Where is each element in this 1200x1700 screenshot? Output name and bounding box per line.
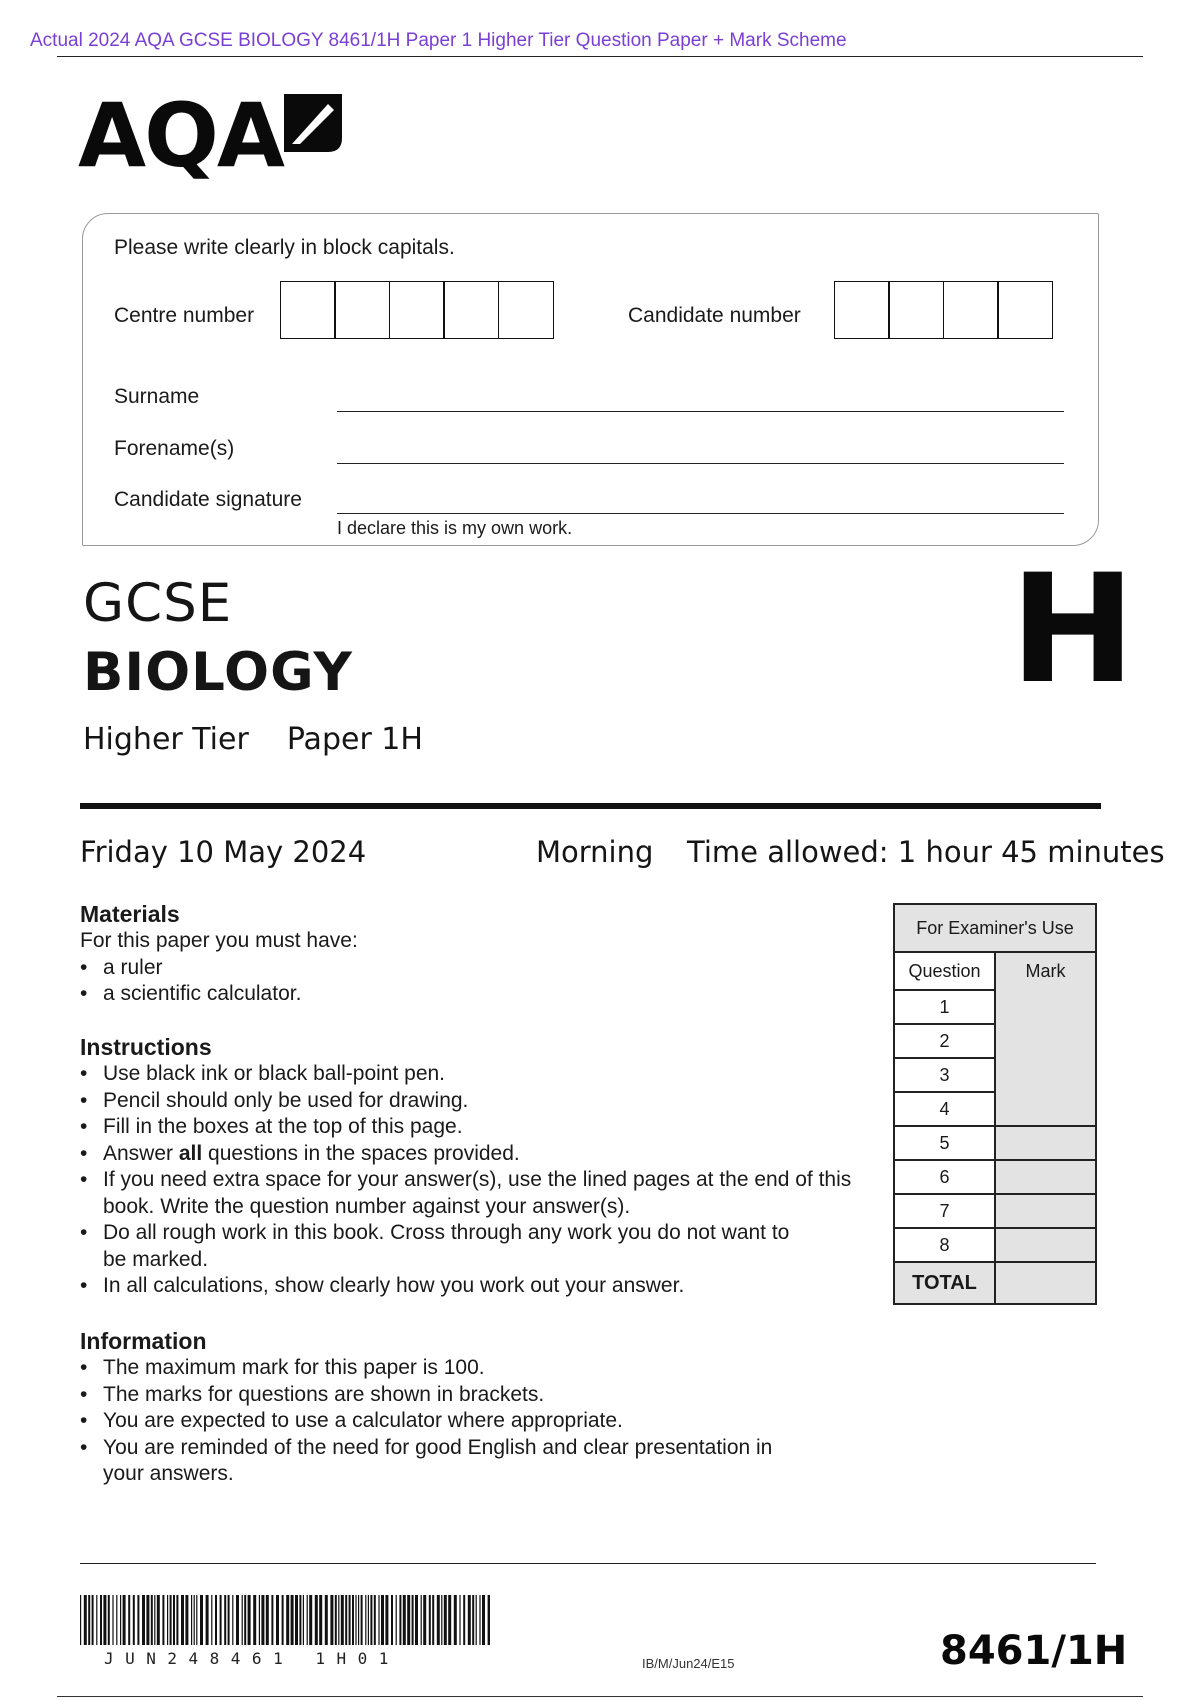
barcode-bar [412, 1595, 414, 1645]
barcode-bar [151, 1595, 153, 1645]
document-reference: IB/M/Jun24/E15 [642, 1656, 735, 1671]
question-number: 6 [894, 1160, 995, 1194]
information-heading: Information [80, 1328, 207, 1354]
subject-title [83, 570, 353, 708]
centre-digit-box[interactable] [498, 281, 554, 339]
candidate-digit-box[interactable] [834, 281, 890, 339]
materials-heading: Materials [80, 901, 180, 927]
barcode-bar [96, 1595, 97, 1645]
centre-digit-box[interactable] [389, 281, 445, 339]
barcode-text: JUN248461 1H01 [104, 1649, 400, 1668]
barcode-bar [244, 1595, 246, 1645]
barcode-bar [137, 1595, 139, 1645]
barcode-bar [391, 1595, 393, 1645]
barcode-bar [299, 1595, 301, 1645]
barcode-bar [253, 1595, 256, 1645]
barcode-bar [472, 1595, 474, 1645]
exam-date: Friday 10 May 2024 [80, 835, 367, 869]
subject-name: BIOLOGY [83, 641, 353, 703]
barcode-bar [100, 1595, 102, 1645]
barcode-bar [468, 1595, 471, 1645]
time-allowed: Time allowed: 1 hour 45 minutes [687, 835, 1165, 869]
list-item: • The marks for questions are shown in brackets. [80, 1382, 800, 1409]
barcode-bar [488, 1595, 490, 1645]
barcode-bar [437, 1595, 440, 1645]
barcode-bar [432, 1595, 434, 1645]
examiner-use-table [893, 903, 1097, 1305]
answer-all-emphasis: all [178, 1141, 203, 1165]
instructions-section [80, 1033, 860, 1300]
paper-name: Paper 1H [286, 722, 423, 757]
barcode-bar [206, 1595, 209, 1645]
candidate-digit-box[interactable] [888, 281, 944, 339]
barcode-bar [341, 1595, 344, 1645]
barcode-bar [228, 1595, 230, 1645]
candidate-number-label: Candidate number [628, 304, 801, 327]
barcode-bar [185, 1595, 188, 1645]
barcode-bar [479, 1595, 480, 1645]
tier-name: Higher Tier [83, 722, 249, 757]
barcode-bar [429, 1595, 431, 1645]
mark-cell[interactable] [995, 1160, 1096, 1194]
barcode-bar [142, 1595, 145, 1645]
barcode-bar [365, 1595, 366, 1645]
barcode-bar [309, 1595, 312, 1645]
mark-cell[interactable] [995, 1194, 1096, 1228]
barcode-bar [181, 1595, 184, 1645]
barcode-bar [154, 1595, 155, 1645]
list-item: • If you need extra space for your answer(s), use the lined pages at the end of this book. Write the question number against your answer(s). [80, 1167, 860, 1220]
barcode-bar [128, 1595, 130, 1645]
barcode-bar [349, 1595, 351, 1645]
exam-session: Morning [536, 835, 654, 869]
barcode-bar [276, 1595, 279, 1645]
barcode-bar [173, 1595, 175, 1645]
barcode-bar [407, 1595, 410, 1645]
barcode-bar [80, 1595, 81, 1645]
centre-number-boxes[interactable] [281, 281, 554, 339]
barcode-bar [271, 1595, 273, 1645]
barcode-bar [157, 1595, 160, 1645]
forename-input-line[interactable] [337, 463, 1064, 464]
candidate-number-boxes[interactable] [835, 281, 1053, 339]
answer-all-text-after: questions in the spaces provided. [202, 1141, 520, 1165]
list-item: • a ruler [80, 955, 880, 982]
barcode-bar [403, 1595, 406, 1645]
barcode-bar [242, 1595, 243, 1645]
barcode-bar [162, 1595, 164, 1645]
barcode-bar [232, 1595, 233, 1645]
signature-label: Candidate signature [114, 488, 302, 511]
barcode-bar [368, 1595, 369, 1645]
barcode-bar [224, 1595, 226, 1645]
candidate-digit-box[interactable] [943, 281, 999, 339]
barcode-bar [399, 1595, 401, 1645]
total-label: TOTAL [894, 1262, 995, 1304]
question-number: 3 [894, 1058, 995, 1092]
list-item [80, 1141, 860, 1168]
barcode-bar [378, 1595, 379, 1645]
barcode-bar [352, 1595, 354, 1645]
aqa-logo [78, 84, 348, 187]
barcode-bar [303, 1595, 304, 1645]
total-mark-cell[interactable] [995, 1262, 1096, 1304]
barcode-bar [421, 1595, 422, 1645]
examiner-table-title: For Examiner's Use [894, 904, 1096, 952]
list-item: • You are reminded of the need for good English and clear presentation in your answers. [80, 1435, 800, 1488]
declaration-text: I declare this is my own work. [337, 518, 573, 538]
answer-all-text-before: Answer [103, 1141, 179, 1165]
barcode-bar [84, 1595, 87, 1645]
list-item: • Use black ink or black ball-point pen. [80, 1061, 860, 1088]
list-item: • Pencil should only be used for drawing. [80, 1088, 860, 1115]
block-capitals-instruction: Please write clearly in block capitals. [114, 236, 455, 259]
barcode-bar [338, 1595, 339, 1645]
barcode-bar [315, 1595, 318, 1645]
barcode-bar [459, 1595, 460, 1645]
list-item: • The maximum mark for this paper is 100. [80, 1355, 800, 1382]
barcode-bar [103, 1595, 106, 1645]
barcode-bar [282, 1595, 284, 1645]
barcode-bar [191, 1595, 192, 1645]
barcode-bar [295, 1595, 298, 1645]
question-number: 7 [894, 1194, 995, 1228]
logo-text: AQA [78, 84, 284, 187]
barcode-bar [112, 1595, 113, 1645]
materials-intro: For this paper you must have: [80, 929, 358, 952]
forename-label: Forename(s) [114, 437, 235, 460]
barcode-bar [108, 1595, 110, 1645]
barcode-bar [444, 1595, 447, 1645]
list-item: • Do all rough work in this book. Cross through any work you do not want to be marked. [80, 1220, 803, 1273]
barcode-bar [361, 1595, 363, 1645]
centre-digit-box[interactable] [280, 281, 336, 339]
barcode [80, 1595, 490, 1645]
barcode-bar [236, 1595, 239, 1645]
header-divider [57, 56, 1143, 57]
information-section [80, 1327, 800, 1488]
barcode-bar [454, 1595, 457, 1645]
surname-label: Surname [114, 385, 200, 408]
centre-digit-box[interactable] [334, 281, 390, 339]
barcode-bar [259, 1595, 260, 1645]
barcode-bar [92, 1595, 94, 1645]
barcode-bar [88, 1595, 90, 1645]
barcode-bar [330, 1595, 333, 1645]
list-item: • You are expected to use a calculator where appropriate. [80, 1408, 800, 1435]
mark-cell[interactable] [995, 1228, 1096, 1262]
qualification-name: GCSE [83, 573, 233, 634]
barcode-bar [215, 1595, 217, 1645]
barcode-bar [176, 1595, 178, 1645]
footer-divider [80, 1563, 1096, 1564]
barcode-bar [133, 1595, 135, 1645]
barcode-bar [248, 1595, 251, 1645]
barcode-bar [200, 1595, 203, 1645]
tier-letter: H [1010, 543, 1136, 717]
barcode-bar [358, 1595, 359, 1645]
question-column-header: Question [894, 952, 995, 990]
barcode-bar [261, 1595, 264, 1645]
barcode-bar [325, 1595, 328, 1645]
barcode-bar [448, 1595, 451, 1645]
barcode-bar [196, 1595, 197, 1645]
mark-cell[interactable] [995, 1126, 1096, 1160]
barcode-bar [476, 1595, 477, 1645]
barcode-bar [423, 1595, 426, 1645]
barcode-bar [381, 1595, 384, 1645]
centre-number-label: Centre number [114, 304, 255, 327]
question-number: 8 [894, 1228, 995, 1262]
barcode-bar [385, 1595, 388, 1645]
barcode-bar [120, 1595, 121, 1645]
barcode-bar [170, 1595, 172, 1645]
candidate-digit-box[interactable] [997, 281, 1053, 339]
question-number: 1 [894, 990, 995, 1024]
list-item: • a scientific calculator. [80, 981, 880, 1008]
barcode-bar [291, 1595, 294, 1645]
barcode-bar [396, 1595, 397, 1645]
barcode-bar [463, 1595, 465, 1645]
barcode-bar [345, 1595, 347, 1645]
tier-line [83, 722, 461, 757]
barcode-bar [146, 1595, 149, 1645]
mark-column-header: Mark [995, 952, 1096, 1126]
barcode-bar [266, 1595, 269, 1645]
barcode-bar [220, 1595, 222, 1645]
barcode-bar [370, 1595, 372, 1645]
barcode-bar [286, 1595, 289, 1645]
paper-code: 8461/1H [940, 1628, 1128, 1674]
instructions-heading: Instructions [80, 1034, 212, 1060]
barcode-bar [211, 1595, 212, 1645]
signature-input-line[interactable] [337, 513, 1064, 514]
barcode-bar [123, 1595, 126, 1645]
list-item: • In all calculations, show clearly how you work out your answer. [80, 1273, 860, 1300]
materials-section [80, 900, 880, 1008]
barcode-bar [319, 1595, 322, 1645]
barcode-bar [307, 1595, 308, 1645]
page-bottom-rule [57, 1696, 1143, 1697]
barcode-bar [482, 1595, 485, 1645]
barcode-bar [441, 1595, 442, 1645]
barcode-bar [194, 1595, 195, 1645]
centre-digit-box[interactable] [443, 281, 499, 339]
barcode-bar [415, 1595, 418, 1645]
barcode-bar [167, 1595, 168, 1645]
document-header-title: Actual 2024 AQA GCSE BIOLOGY 8461/1H Paper 1 Higher Tier Question Paper + Mark Scheme [30, 30, 847, 51]
barcode-bar [335, 1595, 337, 1645]
barcode-bar [355, 1595, 356, 1645]
title-divider [80, 803, 1101, 809]
barcode-bar [116, 1595, 117, 1645]
question-number: 4 [894, 1092, 995, 1126]
question-number: 5 [894, 1126, 995, 1160]
barcode-bar [374, 1595, 376, 1645]
aqa-logo-flag-icon [282, 92, 344, 154]
surname-input-line[interactable] [337, 411, 1064, 412]
list-item: • Fill in the boxes at the top of this page. [80, 1114, 860, 1141]
question-number: 2 [894, 1024, 995, 1058]
